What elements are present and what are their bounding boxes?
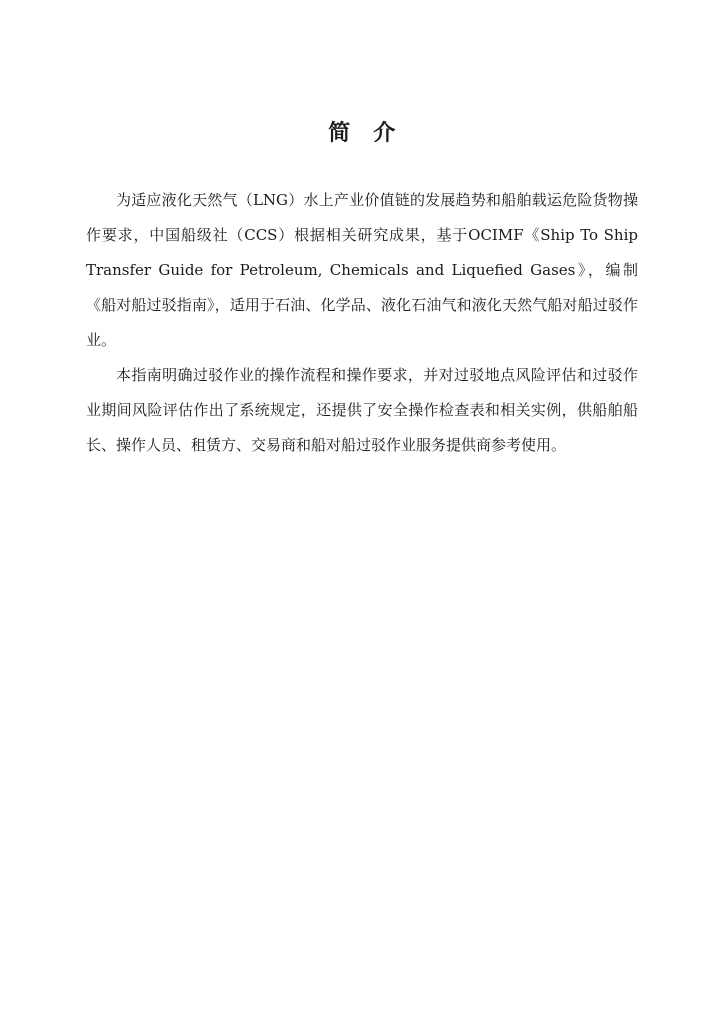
paragraph-2: 本指南明确过驳作业的操作流程和操作要求，并对过驳地点风险评估和过驳作业期间风险评估作出了系统规定，还提供了安全操作检查表和相关实例，供船舶船长、操作人员、租赁方、交易商和船对船过驳作业服务提供商参考使用。 (86, 366, 638, 454)
paragraph-1: 为适应液化天然气（LNG）水上产业价值链的发展趋势和船舶载运危险货物操作要求，中国船级社（CCS）根据相关研究成果，基于OCIMF《Ship To Ship Transfer Guide for Petroleum, Chemicals and Liquefied Gases》，编制《船对船过驳指南》，适用于石油、化学品、液化石油气和液化天然气船对船过驳作业。 (86, 191, 638, 349)
body-text (86, 183, 638, 463)
page-title: 简 介 (328, 121, 396, 146)
